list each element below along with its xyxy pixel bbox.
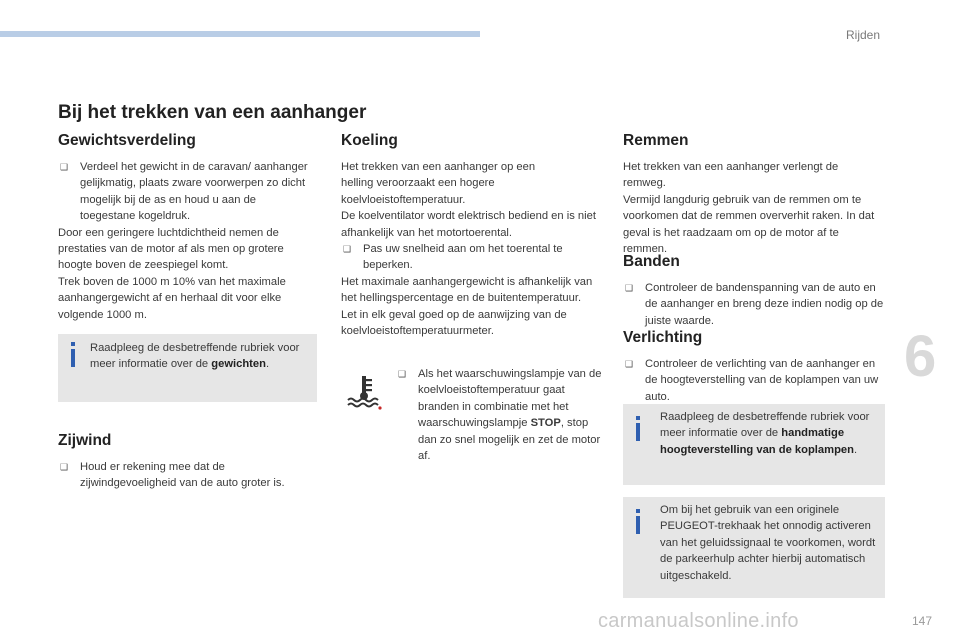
info-icon <box>636 509 640 513</box>
checkbox-bullet-icon: ❑ <box>343 244 352 255</box>
section-koeling <box>341 131 603 339</box>
section-label: Rijden <box>846 28 881 42</box>
paragraph: Het maximale aanhangergewicht is afhankelijk van het hellingspercentage en de buitentemperatuur. <box>341 275 593 305</box>
heading-zijwind: Zijwind <box>58 432 112 449</box>
heading-verlichting: Verlichting <box>623 329 703 346</box>
paragraph: Let in elk geval goed op de aanwijzing van de koelvloeistoftemperatuurmeter. <box>341 308 567 338</box>
heading-remmen: Remmen <box>623 132 689 149</box>
section-gewichtsverdeling <box>58 131 310 323</box>
info-icon-bar <box>636 516 640 534</box>
checkbox-bullet-icon: ❑ <box>60 462 69 472</box>
info-icon <box>636 416 640 420</box>
info-icon <box>71 342 75 346</box>
paragraph: Door een geringere luchtdichtheid nemen de prestaties van de motor af als men op grotere hoogte boven de zeespiegel komt. <box>58 226 284 272</box>
info-icon-bar <box>636 423 640 441</box>
section-zijwind <box>58 431 310 492</box>
bullet-zijwind: ❑ Houd er rekening mee dat de zijwindgevoeligheid van de auto groter is. <box>60 461 285 490</box>
bullet-koeling: ❑ Pas uw snelheid aan om het toerental te beperken. <box>343 243 563 272</box>
heading-koeling: Koeling <box>341 132 398 149</box>
paragraph: Het trekken van een aanhanger op een helling veroorzaakt een hogere koelvloeistoftemperatuur. <box>341 161 536 206</box>
bullet-text: Verdeel het gewicht in de caravan/ aanhanger gelijkmatig, plaats zware voorwerpen zo dicht mogelijk bij de as en houd u aan de toegestane kogeldruk. <box>80 161 308 223</box>
checkbox-bullet-icon: ❑ <box>625 359 634 369</box>
checkbox-bullet-icon: ❑ <box>60 162 69 172</box>
info-bold: handmatige hoogteverstelling van de koplampen <box>660 427 854 456</box>
watermark: carmanualsonline.info <box>598 610 799 632</box>
paragraph: Vermijd langdurig gebruik van de remmen om te voorkomen dat de remmen oververhit raken. In dat geval is het raadzaam om op de motor af te remmen. <box>623 193 875 256</box>
section-remmen <box>623 131 885 257</box>
heading-gewichtsverdeling: Gewichtsverdeling <box>58 132 196 149</box>
paragraph: Het trekken van een aanhanger verlengt de remweg. <box>623 161 839 190</box>
checkbox-bullet-icon: ❑ <box>625 283 634 293</box>
info-bold: gewichten <box>211 358 266 371</box>
section-verlichting <box>623 328 885 405</box>
page-title: Bij het trekken van een aanhanger <box>58 102 367 123</box>
bullet-gewicht <box>58 159 310 225</box>
info-icon-bar <box>71 349 75 367</box>
page-number: 147 <box>912 614 933 628</box>
checkbox-bullet-icon: ❑ <box>398 369 407 379</box>
section-banden <box>623 252 885 329</box>
coolant-temperature-warning-icon <box>345 374 383 410</box>
info-box-koplampen <box>623 404 885 485</box>
coolant-warning-note: ❑ Als het waarschuwingslampje van de koelvloeistoftemperatuur gaat branden in combinatie met het waarschuwingslampje STOP, stop dan zo snel mogelijk en zet de motor af. <box>398 368 602 463</box>
paragraph: De koelventilator wordt elektrisch bediend en is niet afhankelijk van het motortoerental. <box>341 210 596 239</box>
bullet-verlichting: ❑ Controleer de verlichting van de aanhanger en de hoogteverstelling van de koplampen van uw auto. <box>625 358 879 403</box>
chapter-number: 6 <box>904 324 937 389</box>
header-bar <box>0 31 480 37</box>
info-box-gewichten <box>58 334 317 402</box>
info-box-trekhaak <box>623 497 885 598</box>
heading-banden: Banden <box>623 253 680 270</box>
bullet-banden: ❑ Controleer de bandenspanning van de auto en de aanhanger en breng deze indien nodig op de juiste waarde. <box>625 282 884 327</box>
info-text: Raadpleeg de desbetreffende rubriek voor meer informatie over de handmatige hoogteverstelling van de koplampen. <box>660 411 870 456</box>
paragraph: Trek boven de 1000 m 10% van het maximale aanhangergewicht af en herhaal dit voor elke volgende 1000 m. <box>58 275 286 321</box>
info-text: Om bij het gebruik van een originele PEUGEOT-trekhaak het onnodig activeren van het geluidssignaal te voorkomen, wordt de parkeerhulp achter hierbij automatisch uitgeschakeld. <box>660 504 876 582</box>
stop-label: STOP <box>530 417 561 430</box>
info-text: Raadpleeg de desbetreffende rubriek voor meer informatie over de gewichten. <box>90 342 300 371</box>
